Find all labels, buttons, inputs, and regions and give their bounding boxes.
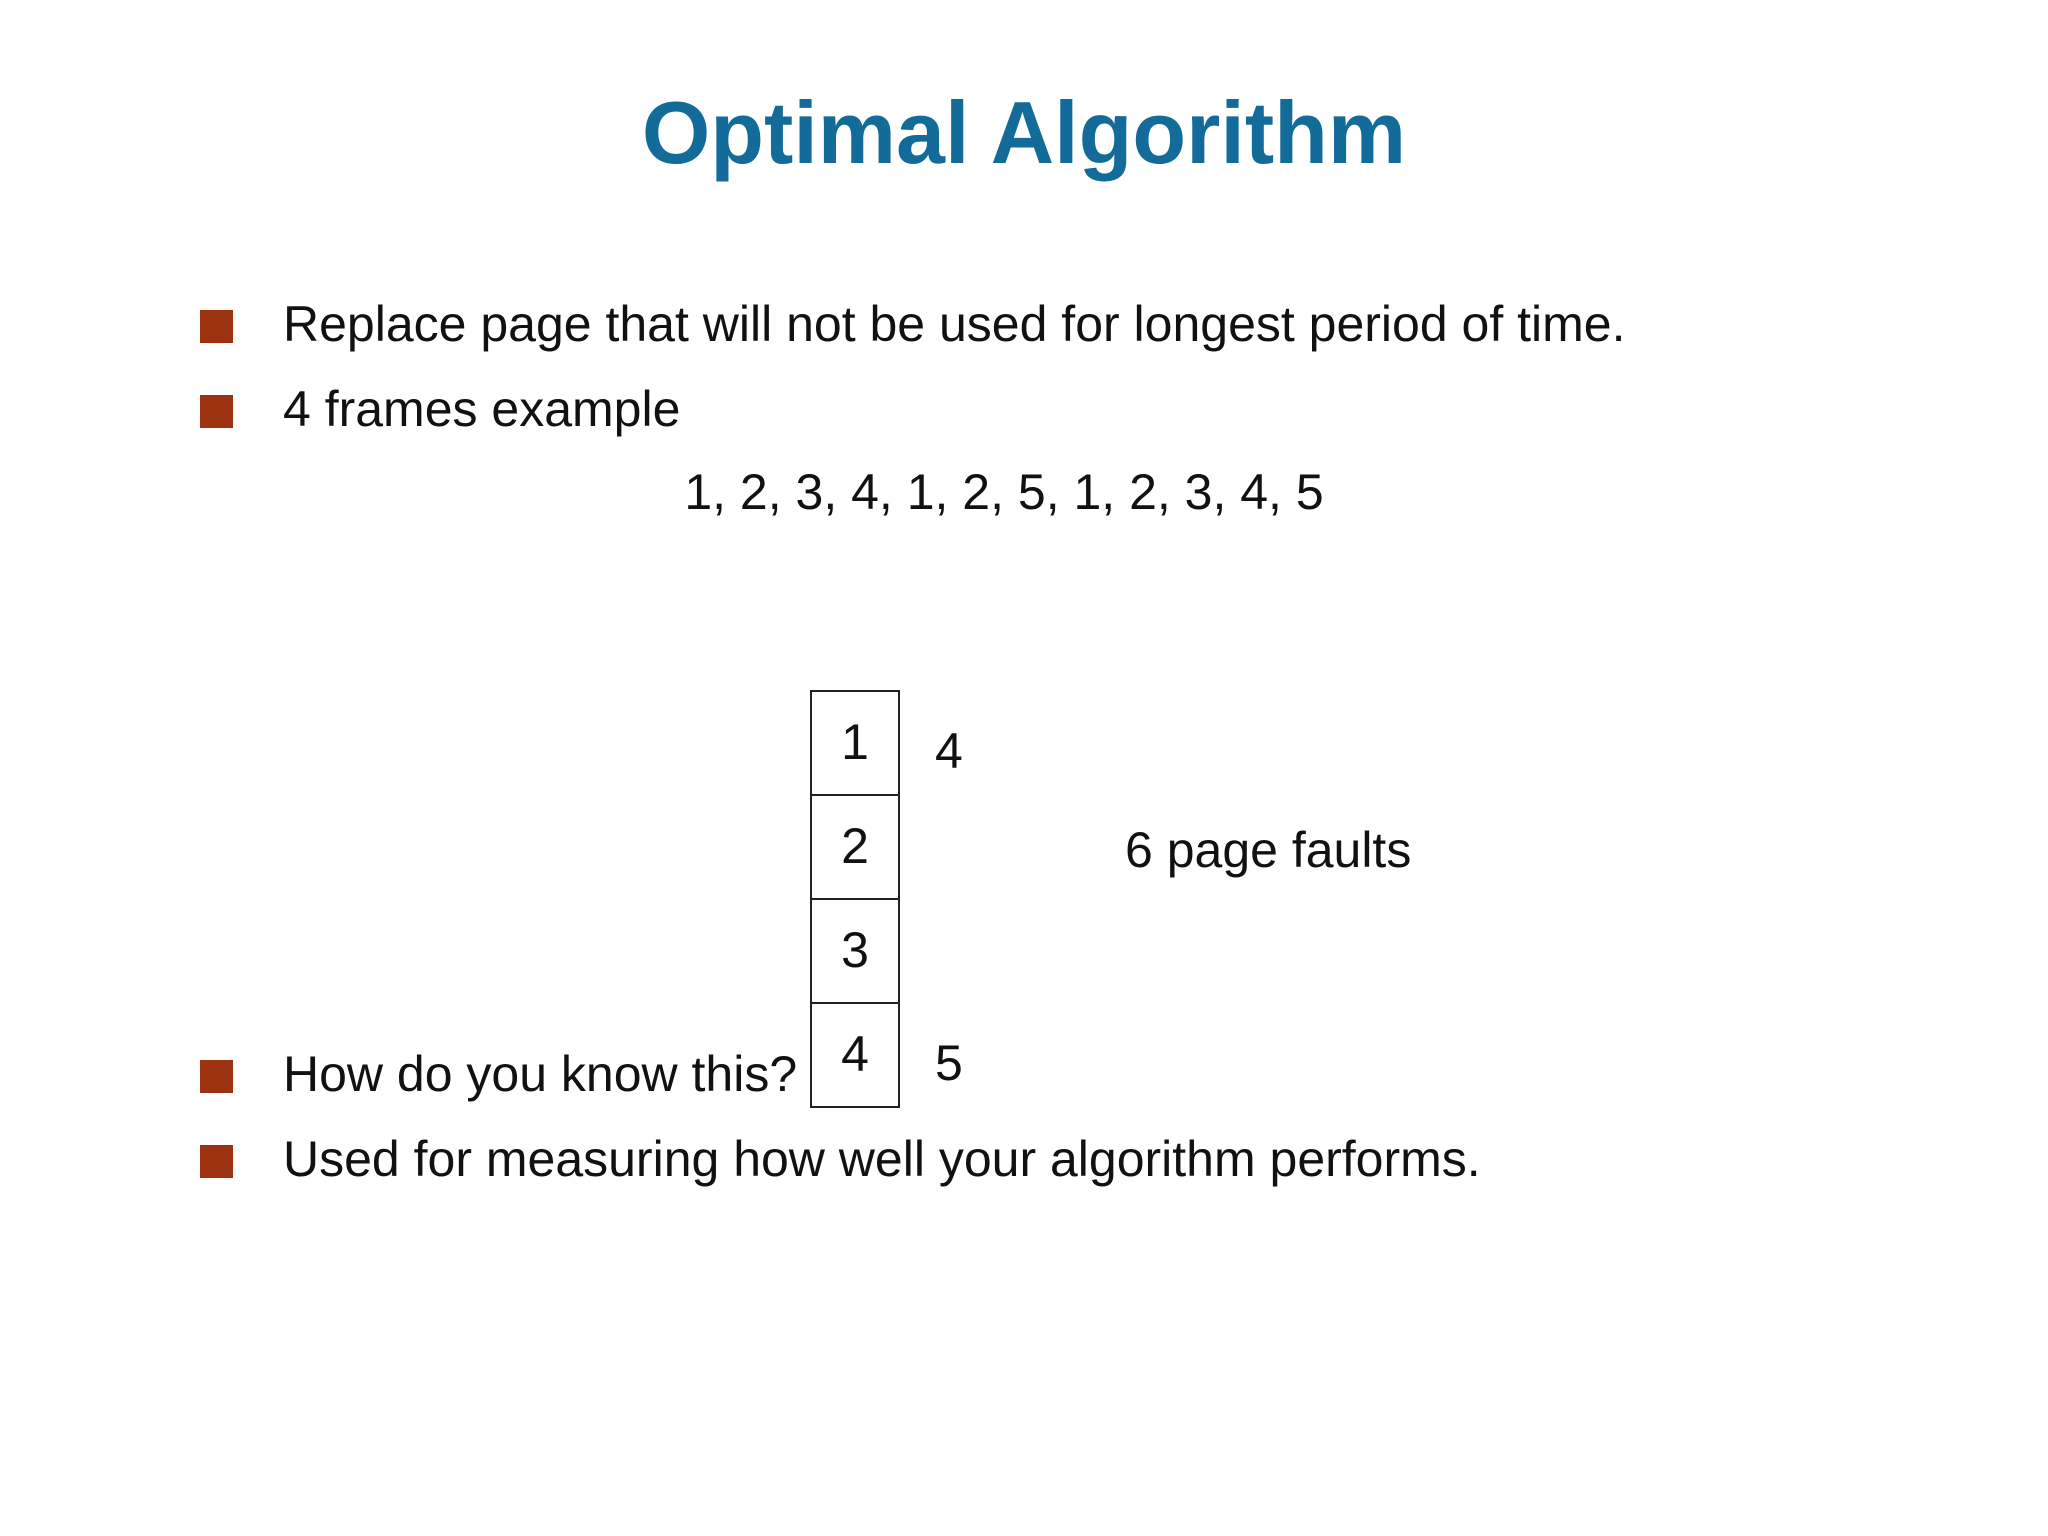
bullet-square-icon (200, 1145, 233, 1178)
frame-cell: 3 (812, 900, 898, 1004)
frame-cell: 4 (841, 1026, 869, 1082)
bullet-text: 4 frames example (283, 381, 681, 437)
frame-table (810, 690, 900, 1108)
bullet-item (200, 1131, 1900, 1211)
bullet-text: Replace page that will not be used for longest period of time. (283, 296, 1626, 352)
reference-string (0, 462, 2048, 522)
bullet-item (200, 296, 1900, 376)
replacement-bottom: 5 (935, 1035, 963, 1091)
bullet-text: Used for measuring how well your algorithm performs. (283, 1131, 1481, 1187)
bullet-square-icon (200, 1060, 233, 1093)
bullet-square-icon (200, 395, 233, 428)
bullet-item (200, 381, 1900, 461)
page-fault-count: 6 page faults (1125, 822, 1412, 878)
frame-cell: 1 (812, 692, 898, 796)
bullet-text: How do you know this? (283, 1046, 798, 1102)
slide-title: Optimal Algorithm (641, 83, 1407, 182)
reference-string-text: 1, 2, 3, 4, 1, 2, 5, 1, 2, 3, 4, 5 (684, 464, 1324, 520)
frame-cell: 2 (812, 796, 898, 900)
bullet-item (200, 1046, 1900, 1126)
bullet-square-icon (200, 310, 233, 343)
replacement-top: 4 (935, 723, 963, 779)
